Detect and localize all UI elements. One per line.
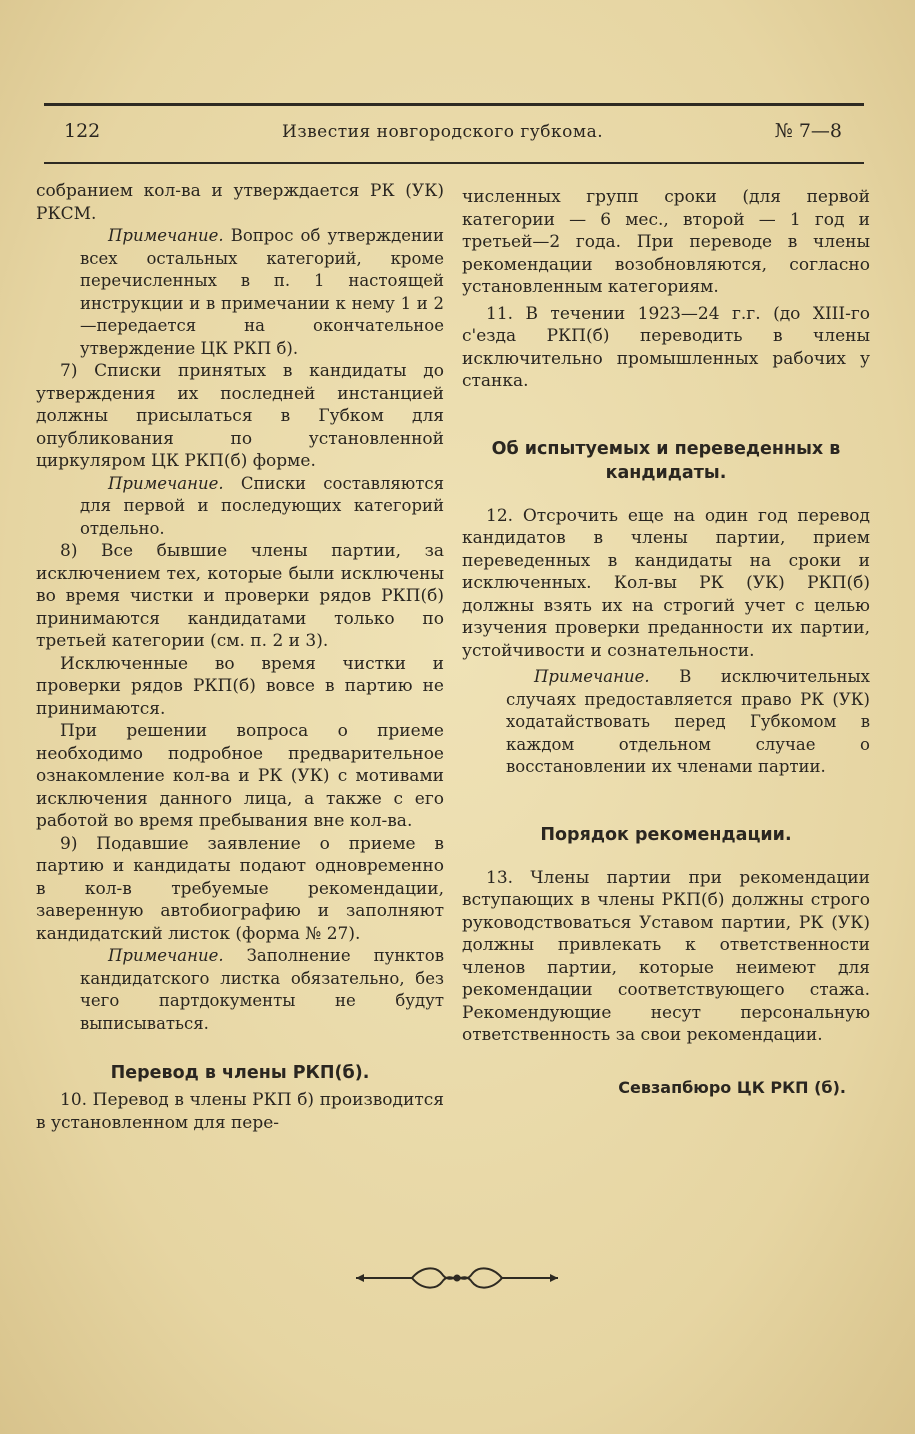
note-text: Заполнение пунктов кандидатского листка обязательно, без чего партдокументы не будут выписываться. [80, 946, 444, 1033]
paragraph-9: 9) Подавшие заявление о приеме в партию и кандидаты подают одновременно в кол-в требуемые рекомендации, заверенную автобиографию и заполняют кандидатский листок (форма № 27). [36, 833, 444, 944]
decorative-divider-icon [352, 1258, 562, 1298]
note-text: Вопрос об утверждении всех остальных категорий, кроме перечисленных в п. 1 настоящей инструкции и в примечании к нему 1 и 2—передается на окончательное утверждение ЦК РКП б). [80, 226, 444, 358]
paragraph-8b: Исключенные во время чистки и проверки рядов РКП(б) вовсе в партию не принимаются. [36, 653, 444, 719]
note-text: Списки составляются для первой и последующих категорий отдельно. [80, 473, 444, 538]
spacer [462, 847, 870, 867]
signature: Севзапбюро ЦК РКП (б). [618, 1077, 846, 1097]
top-rule [44, 103, 864, 106]
paragraph-11: 11. В течении 1923—24 г.г. (до XIII-го с'езда РКП(б) переводить в члены исключительно промышленных рабочих у станка. [462, 303, 870, 391]
section-heading-candidates: Об испытуемых и переведенных в кандидаты. [491, 438, 841, 483]
spacer [36, 1035, 444, 1061]
paragraph-7: 7) Списки принятых в кандидаты до утверждения их последней инстанцией должны присылаться в Губком для опубликования по установленной циркуляром ЦК РКП(б) форме. [36, 361, 444, 471]
paragraph-13: 13. Члены партии при рекомендации вступающих в члены РКП(б) должны строго руководствоваться Уставом партии, РК (УК) должны привлекать к ответственности членов партии, которые неимеют для рекомендации соответствующего стажа. Рекомендующие несут персональную ответственность за свои рекомендации. [462, 867, 870, 1045]
issue-number: № 7—8 [774, 120, 842, 142]
paragraph-8: 8) Все бывшие члены партии, за исключением тех, которые были исключены во время чистки и проверки рядов РКП(б) принимаются кандидатами только по третьей категории (см. п. 2 и 3). [36, 541, 444, 651]
note-label: Примечание. [534, 667, 650, 686]
paragraph-12: 12. Отсрочить еще на один год перевод кандидатов в члены партии, прием переведенных в кандидаты на сроки и исключенных. Кол-вы РК (УК) РКП(б) должны взять их на строгий учет с целью изучения проверки преданности их партии, устойчивости и сознательности. [462, 505, 870, 661]
note-label: Примечание. [108, 473, 224, 493]
right-column [462, 186, 870, 1236]
note-label: Примечание. [108, 226, 224, 245]
journal-title: Известия новгородского губкома. [282, 122, 604, 142]
spacer [462, 393, 870, 437]
header-rule [44, 162, 864, 164]
note-2 [80, 473, 444, 541]
spacer [462, 779, 870, 823]
note-4 [506, 666, 870, 779]
note-text: В исключительных случаях предоставляется право РК (УК) ходатайствовать перед Губкомом в каждом отдельном случае о восстановлении их членами партии. [506, 667, 870, 776]
paragraph-6-end: собранием кол-ва и утверждается РК (УК) РКСМ. [36, 181, 444, 224]
section-heading-transfer: Перевод в члены РКП(б). [110, 1063, 370, 1083]
page-number: 122 [64, 120, 101, 142]
paragraph-8c: При решении вопроса о приеме необходимо подробное предварительное ознакомление кол-ва и РК (УК) с мотивами исключения данного лица, а также с его работой во время пребывания вне кол-ва. [36, 721, 444, 831]
spacer [462, 485, 870, 505]
paragraph-10: 10. Перевод в члены РКП б) производится в установленном для пере- [36, 1090, 444, 1133]
page-header [44, 114, 864, 154]
section-heading-recommendation: Порядок рекомендации. [540, 824, 792, 845]
spacer [462, 1047, 870, 1077]
note-label: Примечание. [108, 946, 224, 965]
note-3 [80, 945, 444, 1035]
note-1 [80, 225, 444, 360]
left-column [36, 180, 444, 1230]
paragraph-10-cont: численных групп сроки (для первой категории — 6 мес., второй — 1 год и третьей—2 года. При переводе в члены рекомендации возобновляются, согласно установленным категориям. [462, 187, 870, 297]
